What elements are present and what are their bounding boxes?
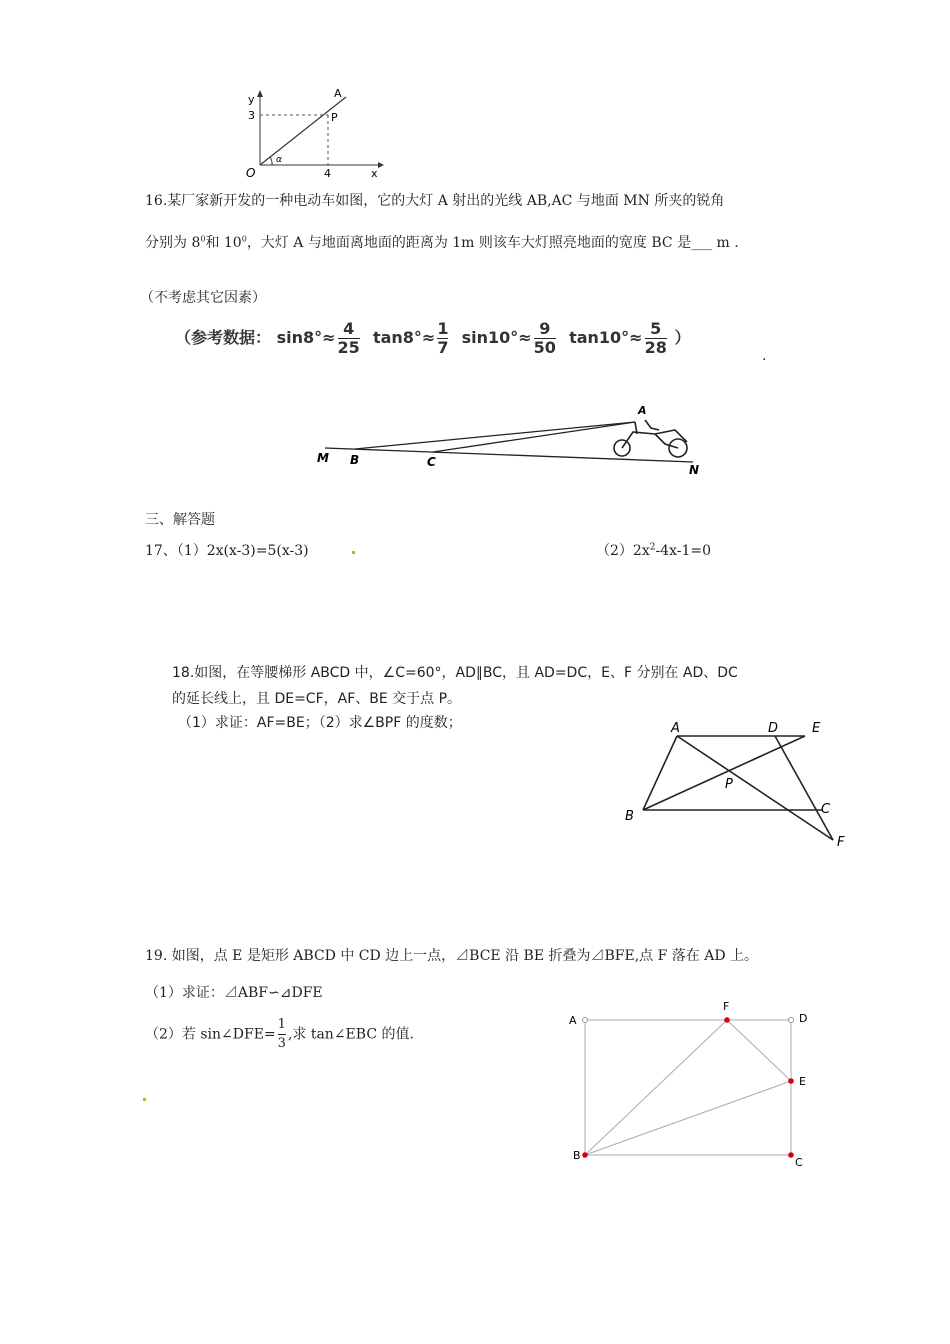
label-d: D (768, 721, 779, 736)
segment-af (677, 736, 833, 840)
tick-y-label: 3 (248, 109, 255, 122)
ray-oa (260, 97, 346, 165)
label-b: B (350, 453, 360, 467)
segment-fe (727, 1020, 791, 1081)
y-label: y (248, 93, 255, 106)
point-b (582, 1152, 588, 1158)
point-d (789, 1018, 794, 1023)
label-b: B (625, 809, 634, 824)
ground-line-mn (325, 448, 693, 462)
coordinate-figure (238, 85, 388, 180)
y-axis-arrow (257, 90, 263, 97)
point-p-label: P (331, 111, 338, 124)
q19-part2: （2）若 sin∠DFE= $\frac{1}{3}$ ,求 tan∠EBC 的值. (145, 1017, 414, 1051)
label-f: F (723, 1000, 730, 1013)
tick-x-label: 4 (324, 167, 331, 180)
ray-ac (433, 422, 635, 452)
motorcycle-figure (315, 400, 705, 480)
q18-line3: （1）求证：AF=BE；（2）求∠BPF 的度数； (178, 715, 462, 731)
x-label: x (371, 167, 378, 180)
label-a: A (638, 404, 647, 417)
q16-line1: 16.某厂家新开发的一种电动车如图，它的大灯 A 射出的光线 AB,AC 与地面 MN 所夹的锐角 (145, 193, 725, 209)
section-title: 三、解答题 (145, 512, 215, 528)
label-n: N (689, 463, 700, 477)
q16-line2: 分别为 $8^0$和 $10^0$，大灯 A 与地面离地面的距离为 1m 则该车大灯照亮地面的宽度 BC 是___ m . (145, 234, 739, 251)
label-e: E (812, 721, 821, 736)
point-a-label: A (334, 87, 342, 100)
angle-arc (270, 157, 272, 165)
label-c: C (427, 455, 436, 469)
label-c: C (821, 802, 831, 817)
segment-ab (643, 736, 677, 810)
label-p: P (725, 777, 733, 792)
q19-line1: 19. 如图，点 E 是矩形 ABCD 中 CD 边上一点，⊿BCE 沿 BE 折叠为⊿BFE,点 F 落在 AD 上。 (145, 948, 759, 964)
segment-be (643, 736, 805, 810)
q18-line1: 18.如图，在等腰梯形 ABCD 中，∠C=60°，AD∥BC，且 AD=DC，E、F 分别在 AD、DC (172, 665, 738, 681)
segment-bf (585, 1020, 727, 1155)
label-a: A (671, 721, 680, 736)
q17-part2: $(2)2x^2-4x-1=0$ (596, 542, 712, 559)
q16-note: （不考虑其它因素） (140, 290, 266, 306)
label-f: F (837, 835, 845, 850)
angle-label: α (276, 155, 282, 165)
point-f (724, 1017, 730, 1023)
label-a: A (569, 1014, 577, 1027)
artifact-dot (143, 1098, 146, 1101)
ray-ab (355, 422, 635, 449)
motorcycle-icon (614, 420, 687, 457)
q18-line2: 的延长线上，且 DE=CF，AF、BE 交于点 P。 (172, 691, 462, 707)
trapezoid-figure (615, 712, 865, 857)
q19-part1: （1）求证：⊿ABF∽⊿DFE (145, 985, 323, 1001)
label-d: D (799, 1012, 808, 1025)
q16-reference-data: （参考数据： sin8°≈ $\frac{4}{25}$ tan8°≈ $\frac{1}{7}$ sin10°≈ $\frac{9}{50}$ tan10°≈ $\frac{5}{28}$ ） (175, 319, 691, 357)
x-axis-arrow (378, 162, 384, 168)
segment-be (585, 1081, 791, 1155)
point-a (583, 1018, 588, 1023)
label-b: B (573, 1149, 581, 1162)
artifact-dot (352, 551, 355, 554)
origin-label: O (246, 166, 256, 180)
segment-df (775, 736, 833, 840)
label-m: M (317, 451, 329, 465)
point-e (788, 1078, 794, 1084)
q16-trailing-dot: . (762, 348, 767, 364)
label-c: C (795, 1156, 803, 1169)
point-c (788, 1152, 794, 1158)
rectangle-figure (565, 995, 815, 1175)
q17-part1: 17、（1）2x(x-3)=5(x-3) (145, 543, 309, 559)
label-e: E (799, 1075, 806, 1088)
